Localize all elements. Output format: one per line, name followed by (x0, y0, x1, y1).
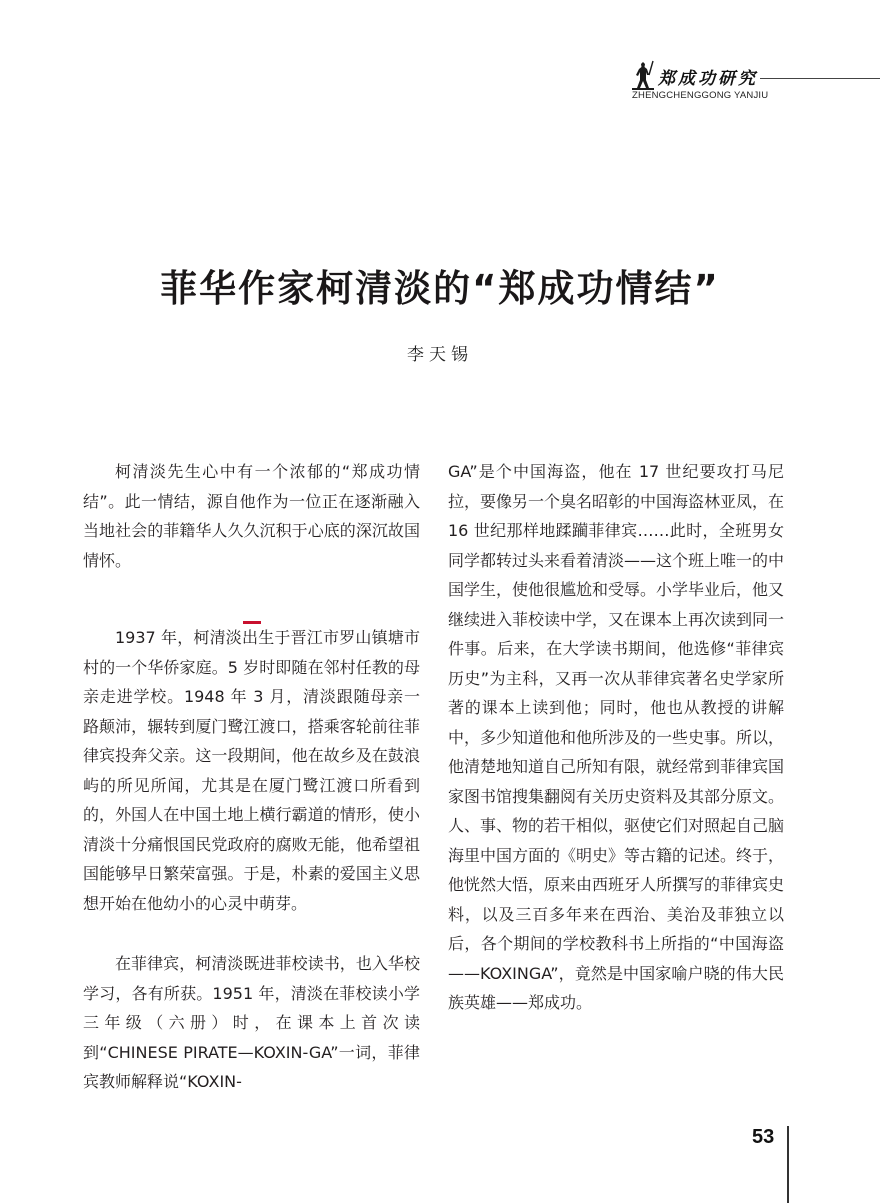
paragraph-koxinga: GA”是个中国海盗，他在 17 世纪要攻打马尼拉，要像另一个臭名昭彰的中国海盗林亚凤，在 16 世纪那样地蹂躏菲律宾……此时，全班男女同学都转过头来看着清淡——这个班上唯一的中国学生，使他很尴尬和受辱。小学毕业后，他又继续进入菲校读中学，又在课本上再次读到同一件事。后来，在大学读书期间，他选修“菲律宾历史”为主科，又再一次从菲律宾著名史学家所著的课本上读到他；同时，他也从教授的讲解中，多少知道他和他所涉及的一些史事。所以，他清楚地知道自己所知有限，就经常到菲律宾国家图书馆搜集翻阅有关历史资料及其部分原文。人、事、物的若干相似，驱使它们对照起自己脑海里中国方面的《明史》等古籍的记述。终于，他恍然大悟，原来由西班牙人所撰写的菲律宾史料，以及三百多年来在西治、美治及菲独立以后，各个期间的学校教科书上所指的“中国海盗——KOXINGA”，竟然是中国家喻户晓的伟大民族英雄——郑成功。 (448, 462, 785, 1012)
right-column (448, 457, 784, 1018)
paragraph-birth: 1937 年，柯清淡出生于晋江市罗山镇塘市村的一个华侨家庭。5 岁时即随在邻村任教的母亲走进学校。1948 年 3 月，清淡跟随母亲一路颠沛，辗转到厦门鹭江渡口，搭乘客轮前往菲律宾投奔父亲。这一段期间，他在故乡及在鼓浪屿的所见所闻，尤其是在厦门鹭江渡口所看到的，外国人在中国土地上横行霸道的情形，使小清淡十分痛恨国民党政府的腐败无能，他希望祖国能够早日繁荣富强。于是，朴素的爱国主义思想开始在他幼小的心灵中萌芽。 (83, 628, 420, 913)
article-title: 菲华作家柯清淡的“郑成功情结” (160, 267, 720, 310)
left-column (83, 457, 420, 1097)
statue-figure-icon (632, 60, 654, 90)
journal-pinyin: ZHENGCHENGGONG YANJIU (632, 90, 769, 101)
section-marker-glyph (243, 621, 261, 624)
page-number-rule (787, 1126, 789, 1203)
journal-header (632, 58, 880, 106)
paragraph-philippines: 在菲律宾，柯清淡既进菲校读书，也入华校学习，各有所获。1951 年，清淡在菲校读小学三年级（六册）时，在课本上首次读到“CHINESE PIRATE—KOXIN-GA”一词，菲律宾教师解释说“KOXIN- (83, 954, 420, 1091)
page-number: 53 (752, 1126, 775, 1148)
header-rule (760, 78, 880, 79)
article-author: 李天锡 (407, 345, 473, 365)
paragraph-intro: 柯清淡先生心中有一个浓郁的“郑成功情结”。此一情结，源自他作为一位正在逐渐融入当地社会的菲籍华人久久沉积于心底的深沉故国情怀。 (83, 462, 420, 570)
journal-name: 郑成功研究 (658, 69, 758, 89)
